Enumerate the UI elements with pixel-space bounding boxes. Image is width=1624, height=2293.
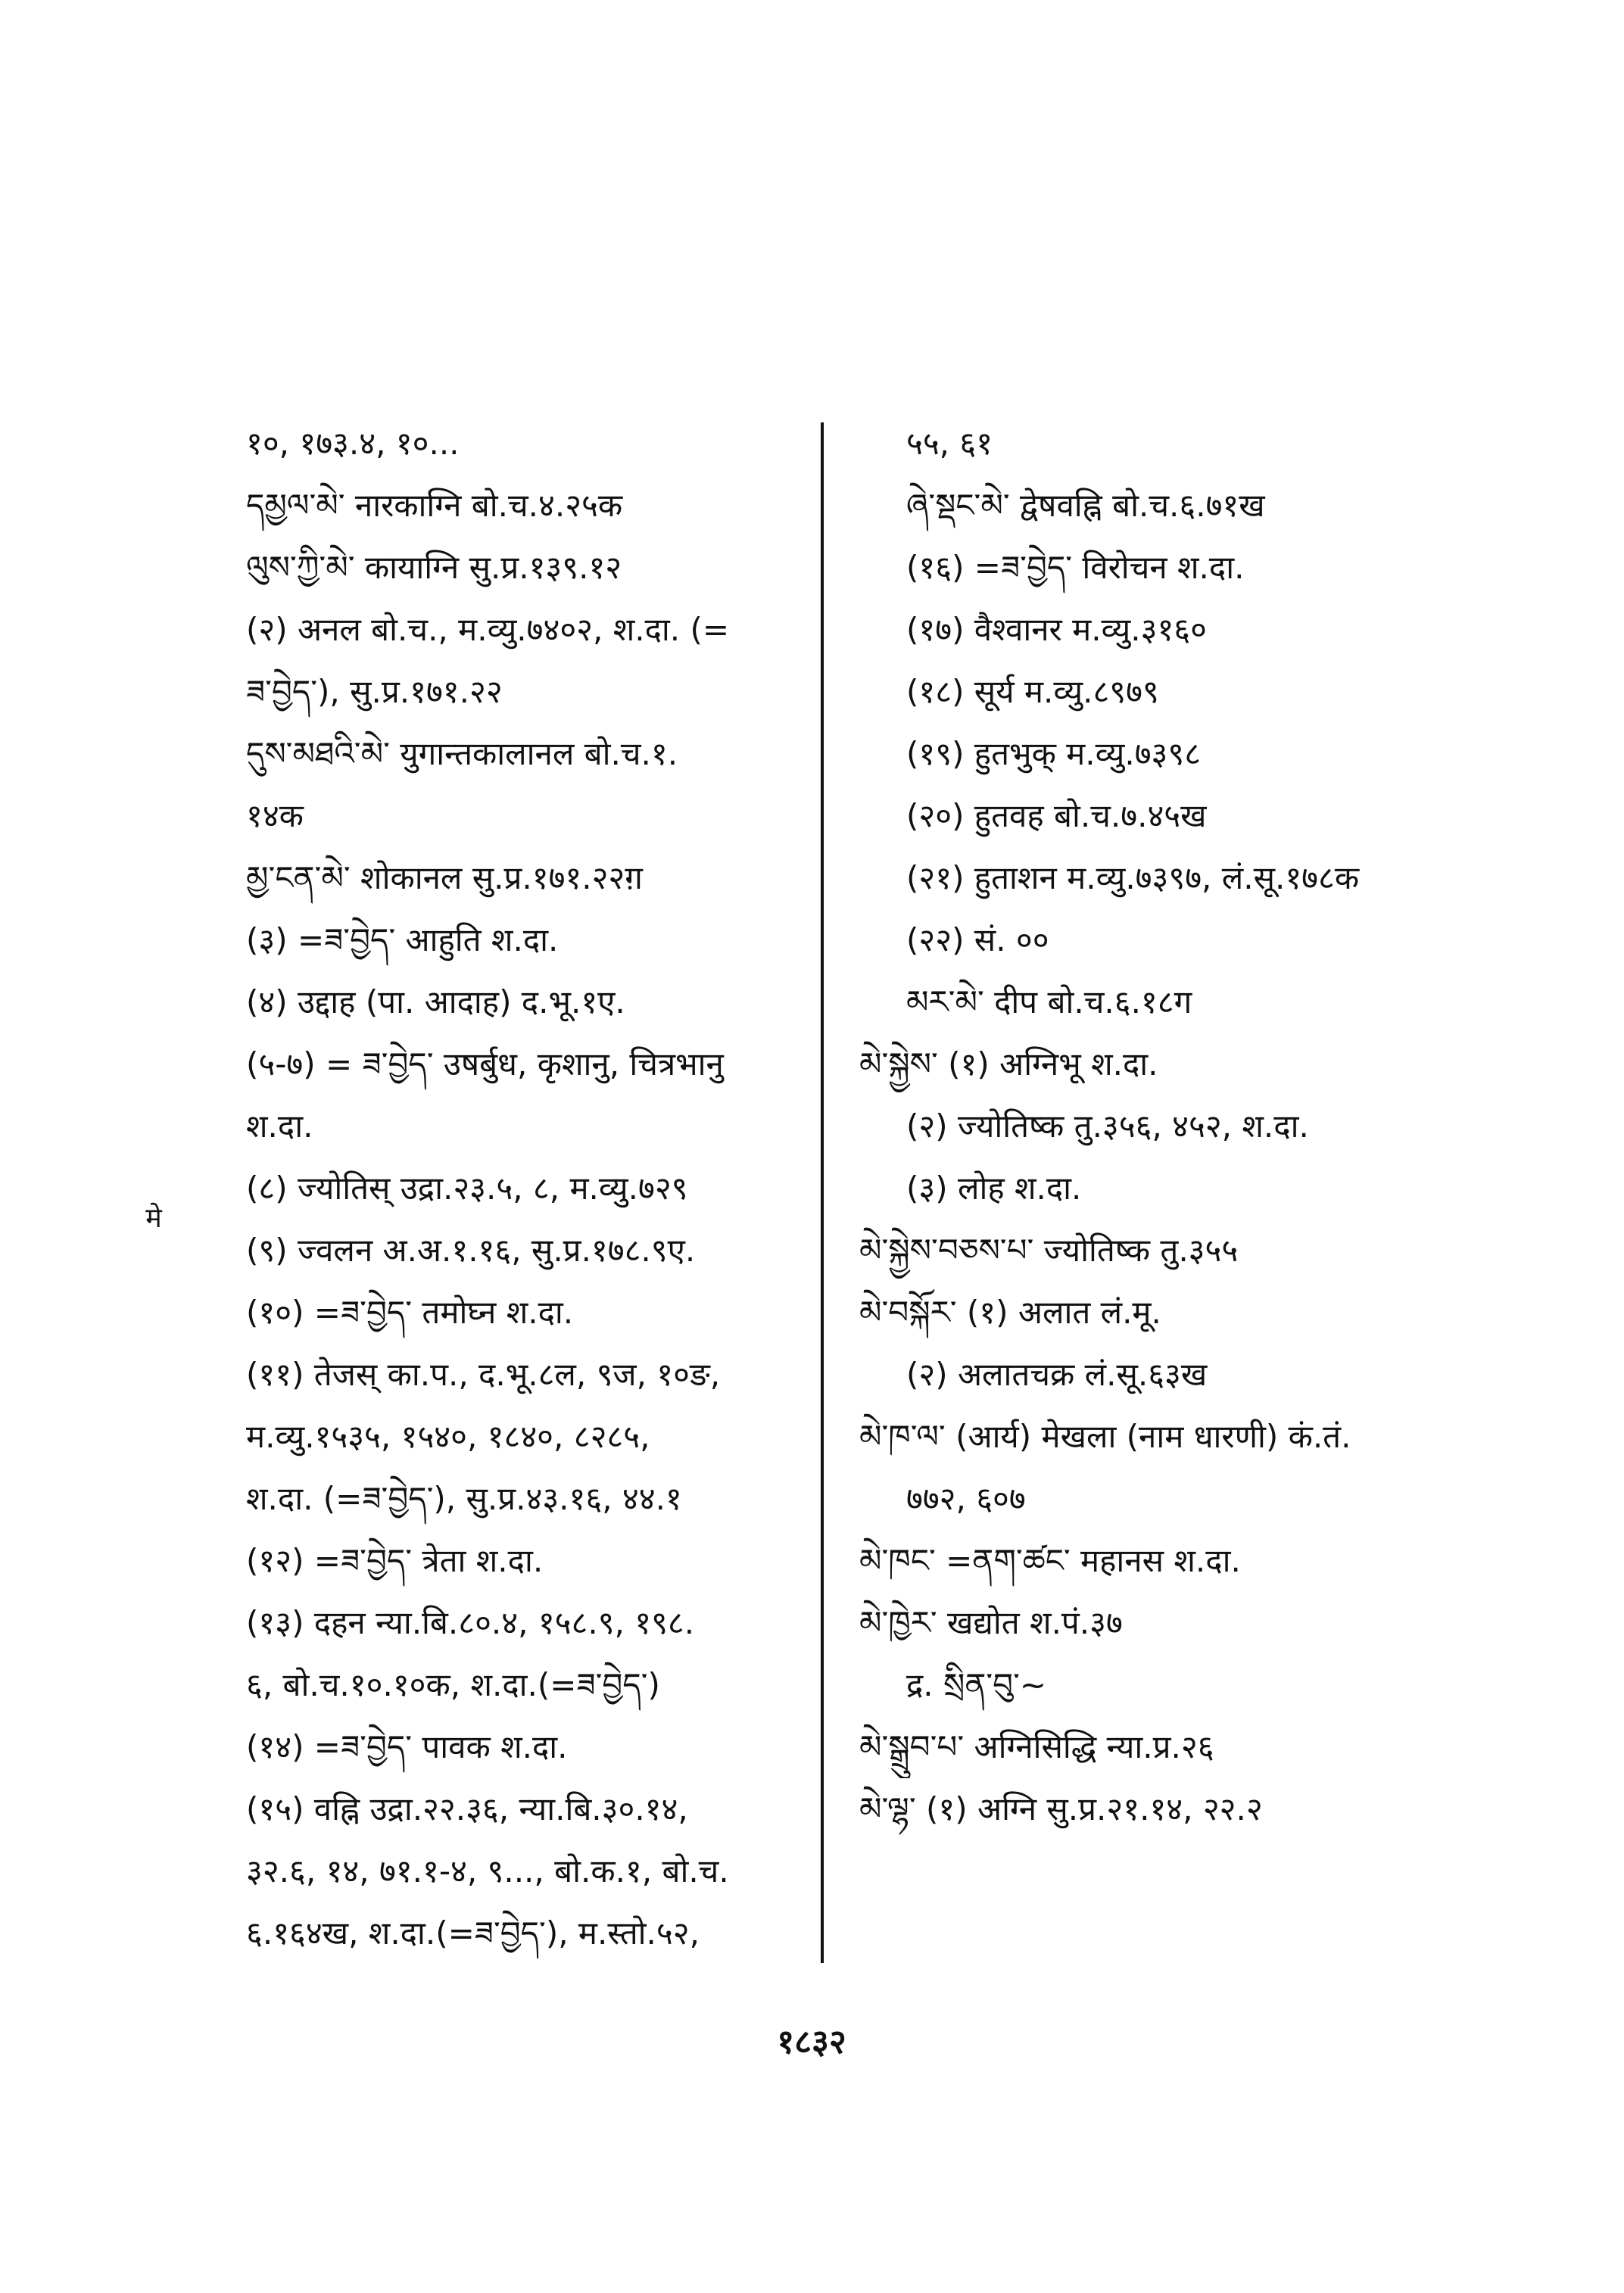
entry-line: (११) तेजस् का.प., द.भू.८ल, ९ज, १०ङ, bbox=[246, 1356, 721, 1393]
entry-subline: (१७) वैश्वानर म.व्यु.३१६० bbox=[906, 611, 1207, 648]
entry-line: མྱ་ངན་མེ་ शोकानल सु.प्र.१७१.२२ग़ bbox=[246, 859, 643, 896]
entry-headword-line: མེ་སྐྱེས་ (१) अग्निभू श.दा. bbox=[859, 1045, 1158, 1083]
entry-line: དུས་མཐའི་མེ་ युगान्तकालानल बो.च.१. bbox=[246, 735, 678, 772]
entry-line: (१५) वह्नि उद्रा.२२.३६, न्या.बि.३०.१४, bbox=[246, 1790, 688, 1827]
entry-subline: (२०) हुतवह बो.च.७.४५ख bbox=[906, 797, 1207, 834]
entry-headword-line: མེ་སྒྲུབ་པ་ अग्निसिद्धि न्या.प्र.२६ bbox=[859, 1728, 1214, 1765]
entry-line: १४क bbox=[246, 797, 304, 834]
entry-line: (८) ज्योतिस् उद्रा.२३.५, ८, म.व्यु.७२९ bbox=[246, 1170, 688, 1207]
entry-line: म.व्यु.१५३५, १५४०, १८४०, ८२८५, bbox=[246, 1418, 650, 1455]
entry-headword-line: མེ་ལྷ་ (१) अग्नि सु.प्र.२१.१४, २२.२ bbox=[859, 1790, 1263, 1827]
entry-line: (१०) =ཟ་བྱེད་ तमोघ्न श.दा. bbox=[246, 1294, 574, 1331]
margin-marker: मे bbox=[145, 1203, 162, 1234]
entry-subline: (२) अलातचक्र लं.सू.६३ख bbox=[906, 1356, 1208, 1393]
left-column bbox=[246, 413, 810, 1964]
column-divider bbox=[821, 422, 824, 1963]
entry-headword-line: མེ་ཁ་ལ་ (आर्य) मेखला (नाम धारणी) कं.तं. bbox=[859, 1418, 1351, 1455]
entry-line: (२) अनल बो.च., म.व्यु.७४०२, श.दा. (= bbox=[246, 611, 730, 648]
entry-line: ३२.६, १४, ७१.१-४, ९..., बो.क.१, बो.च. bbox=[246, 1852, 729, 1890]
entry-line: (१३) दहन न्या.बि.८०.४, १५८.९, १९८. bbox=[246, 1604, 695, 1641]
entry-subline: (२२) सं. ०० bbox=[906, 921, 1049, 958]
entry-line: (५-७) = ཟ་བྱེད་ उषर्बुध, कृशानु, चित्रभानु bbox=[246, 1045, 724, 1083]
entry-subline: (१८) सूर्य म.व्यु.८९७९ bbox=[906, 673, 1159, 710]
entry-line: (३) =ཟ་བྱེད་ आहुति श.दा. bbox=[246, 921, 559, 958]
entry-subline: ५५, ६१ bbox=[906, 425, 993, 462]
entry-subline: མར་མེ་ दीप बो.च.६.१८ग bbox=[906, 983, 1192, 1020]
entry-line: ཟ་བྱེད་), सु.प्र.१७१.२२ bbox=[246, 673, 503, 710]
entry-line: ६.१६४ख, श.दा.(=ཟ་བྱེད་), म.स्तो.५२, bbox=[246, 1914, 700, 1952]
entry-headword-line: མེ་ཁང་ =ནག་ཚང་ महानस श.दा. bbox=[859, 1542, 1241, 1579]
entry-line: १०, १७३.४, १०... bbox=[246, 425, 460, 462]
entry-subline: (१९) हुतभुक् म.व्यु.७३९८ bbox=[906, 735, 1202, 772]
entry-subline: ཞེ་སྡང་མེ་ द्वेषवह्नि बो.च.६.७१ख bbox=[906, 487, 1265, 524]
entry-subline: ७७२, ६०७ bbox=[906, 1480, 1026, 1517]
entry-line: (१४) =ཟ་བྱེད་ पावक श.दा. bbox=[246, 1728, 568, 1765]
entry-line: (१२) =ཟ་བྱེད་ त्रेता श.दा. bbox=[246, 1542, 544, 1579]
entry-headword-line: མེ་སྐྱེས་བཅས་པ་ ज्योतिष्क तु.३५५ bbox=[859, 1232, 1239, 1269]
entry-line: श.दा. (=ཟ་བྱེད་), सु.प्र.४३.१६, ४४.१ bbox=[246, 1480, 682, 1517]
entry-line: ལུས་ཀྱི་མེ་ कायाग्नि सु.प्र.१३९.१२ bbox=[246, 549, 622, 586]
right-column bbox=[859, 413, 1465, 1840]
entry-subline: (३) लोह श.दा. bbox=[906, 1170, 1082, 1207]
entry-subline: (१६) =ཟ་བྱེད་ विरोचन श.दा. bbox=[906, 549, 1245, 586]
entry-subline: द्र. སྲིན་བུ་~ bbox=[906, 1666, 1047, 1703]
entry-line: ६, बो.च.१०.१०क, श.दा.(=ཟ་བྱེད་) bbox=[246, 1666, 660, 1703]
entry-subline: (२) ज्योतिष्क तु.३५६, ४५२, श.दा. bbox=[906, 1108, 1309, 1145]
entry-headword-line: མེ་བསྐོར་ (१) अलात लं.मू. bbox=[859, 1294, 1161, 1331]
entry-line: (९) ज्वलन अ.अ.१.१६, सु.प्र.१७८.९ए. bbox=[246, 1232, 696, 1269]
entry-line: དམྱལ་མེ་ नारकाग्नि बो.च.४.२५क bbox=[246, 487, 623, 524]
entry-line: (४) उद्दाह (पा. आदाह) द.भू.१ए. bbox=[246, 983, 625, 1020]
entry-headword-line: མེ་ཁྱེར་ खद्योत श.पं.३७ bbox=[859, 1604, 1123, 1641]
entry-subline: (२१) हुताशन म.व्यु.७३९७, लं.सू.१७८क bbox=[906, 859, 1360, 896]
entry-line: श.दा. bbox=[246, 1108, 313, 1145]
page-number: १८३२ bbox=[777, 2023, 846, 2061]
